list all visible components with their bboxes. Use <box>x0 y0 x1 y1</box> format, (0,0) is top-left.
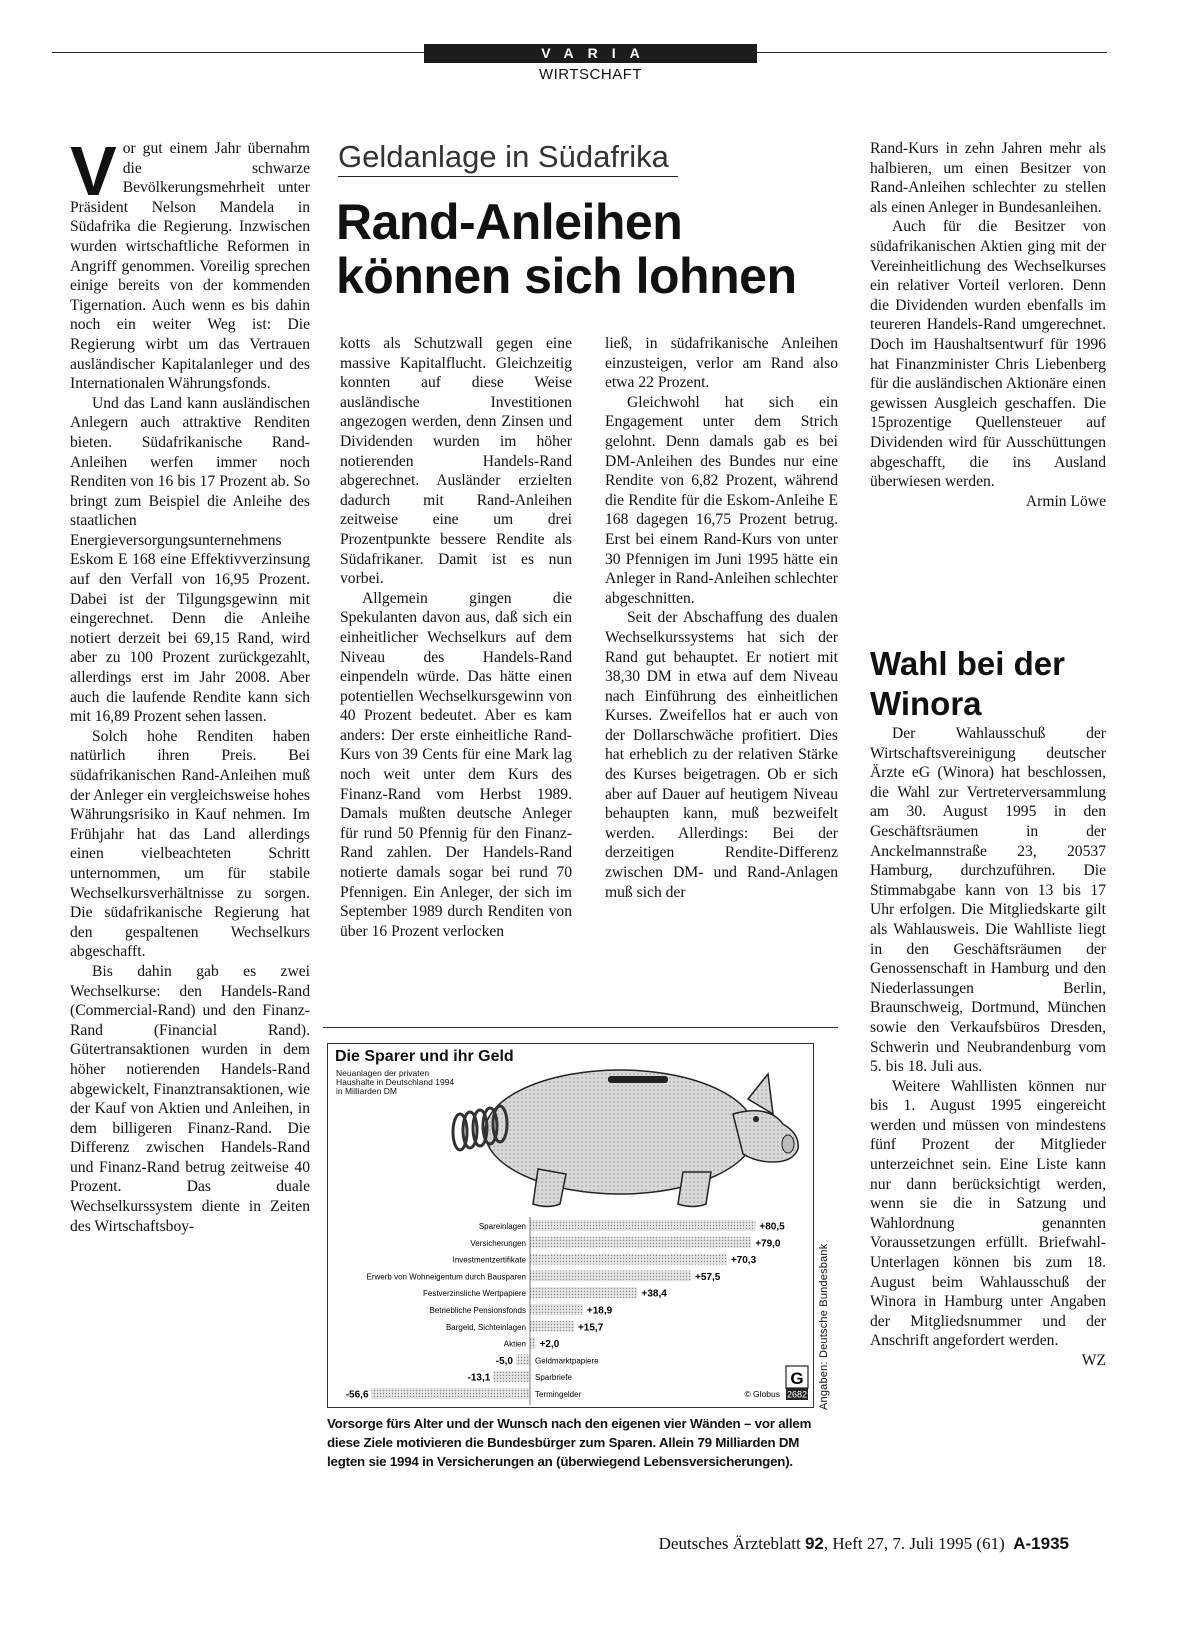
chart-value-label: -56,6 <box>345 1389 369 1401</box>
piggy-bank-illustration <box>453 1070 798 1207</box>
article-kicker: Geldanlage in Südafrika <box>338 139 669 174</box>
chart-category-label: Sparbriefe <box>535 1373 572 1383</box>
globus-badge: G <box>790 1369 804 1388</box>
page-footer <box>599 1534 1069 1554</box>
chart-title: Die Sparer und ihr Geld <box>335 1048 514 1065</box>
globus-credit: © Globus <box>744 1389 780 1399</box>
article-paragraph: Der Wahlausschuß der Wirtschaftsvereinigung deutscher Ärzte eG (Winora) hat beschlossen, die Wahl zur Vertreterversammlung am 30. August 1995 in den Geschäftsräumen in der Anckelmannstraße 23, 20537 Hamburg, durchzuführen. Die Stimmabgabe kann von 13 bis 17 Uhr erfolgen. Die Mitgliedskarte gilt als Wahlausweis. Die Wahlliste liegt in den Geschäftsräumen der Genossenschaft in Hamburg und den Niederlassungen Berlin, Braunschweig, Dortmund, München sowie den Verkaufsbüros Dresden, Schwerin und Neubrandenburg vom 5. bis 18. Juli aus. <box>870 725 1106 1076</box>
chart-source: Angaben: Deutsche Bundesbank <box>818 1243 830 1410</box>
article-author-line <box>870 492 1106 512</box>
journal-issue: , Heft 27, 7. Juli 1995 (61) <box>823 1534 1005 1553</box>
chart-value-label: +57,5 <box>695 1271 721 1283</box>
chart-bar <box>516 1354 530 1365</box>
chart-category-label: Spareinlagen <box>478 1222 526 1231</box>
chart-value-label: +79,0 <box>755 1238 781 1250</box>
chart-category-label: Betriebliche Pensionsfonds <box>429 1306 526 1315</box>
chart-bar <box>530 1254 727 1265</box>
article-paragraph: Solch hohe Renditen haben natürlich ihren Preis. Bei südafrikanischen Rand-Anleihen muß der Anleger ein vergleichsweise hohes Währungsrisiko in Kauf nehmen. Im Frühjahr hat das Land allerdings einen vielbeachteten Schritt unternommen, um für stabile Wechselkursverhältnisse zu sorgen. Die südafrikanische Regierung hat den gespaltenen Wechselkurs abgeschafft. <box>70 727 310 961</box>
chart-bar <box>530 1338 536 1349</box>
chart-value-label: -5,0 <box>495 1355 513 1367</box>
article-paragraph: ließ, in südafrikanische Anleihen einzusteigen, verlor am Rand also etwa 22 Prozent. <box>605 335 838 392</box>
chart-bar <box>530 1321 574 1332</box>
chart-value-label: +80,5 <box>759 1221 785 1233</box>
header-rule-left <box>52 52 424 53</box>
article-paragraph: kotts als Schutzwall gegen eine massive Kapitalflucht. Gleichzeitig konnten auf diese Weise ausländische Investitionen angezogen werden, denn Zinsen und Dividenden wurden im höher notierenden Handels-Rand abgerechnet. Ausländer erzielten dadurch mit Rand-Anleihen zeitweise eine um drei Prozentpunkte bessere Rendite als Südafrikaner. Damit ist es nun vorbei. <box>340 335 572 588</box>
article-column-4 <box>870 139 1106 511</box>
article2-headline: Wahl bei der Winora <box>870 645 1065 722</box>
chart-value-label: +70,3 <box>730 1255 757 1267</box>
chart-category-label: Erwerb von Wohneigentum durch Bausparen <box>366 1272 526 1282</box>
chart-bar <box>530 1304 583 1315</box>
article-headline: Rand-Anleihen können sich lohnen <box>336 194 797 304</box>
article2-body <box>870 724 1106 1371</box>
article-column-2 <box>340 334 572 941</box>
section-bar: VARIA <box>424 44 757 63</box>
header-rule-right <box>757 52 1107 53</box>
chart-category-label: Bargeld, Sichteinlagen <box>445 1322 526 1332</box>
section-title: WIRTSCHAFT <box>538 66 643 83</box>
graphic-top-rule <box>323 1027 838 1028</box>
article-paragraph: Gleichwohl hat sich ein Engagement unter dem Strich gelohnt. Denn damals gab es bei DM-Anleihen des Bundes nur eine Rendite von 6,82 Prozent, während die Rendite für die Eskom-Anleihe E 168 dagegen 16,75 Prozent betrug. Erst bei einem Rand-Kurs von unter 30 Pfennigen im Juni 1995 hätte ein Anleger in Rand-Anleihen schlechter abgeschnitten. <box>605 393 838 607</box>
chart-bar <box>493 1371 530 1382</box>
page-number: A-1935 <box>1013 1534 1069 1553</box>
chart-bar <box>530 1270 691 1281</box>
chart-bar <box>530 1237 751 1248</box>
article-column-1 <box>70 132 310 1236</box>
chart-category-label: Termingelder <box>535 1390 582 1399</box>
chart-subtitle: Neuanlagen der privaten Haushalte in Deutschland 1994 in Milliarden DM <box>336 1068 455 1096</box>
globus-logo <box>744 1366 808 1400</box>
journal-volume: 92 <box>804 1534 824 1553</box>
graphic-caption: Vorsorge fürs Alter und der Wunsch nach den eigenen vier Wänden – vor allem diese Ziele motivieren die Bundesbürger zum Sparen. Allein 79 Milliarden DM legten sie 1994 in Versicherungen an (überwiegend Lebensversicherungen). <box>327 1416 812 1469</box>
infographic <box>327 1043 814 1408</box>
chart-category-label: Investmentzertifikate <box>452 1255 526 1265</box>
article-paragraph: Und das Land kann ausländischen Anlegern auch attraktive Renditen bieten. Südafrikanische Rand-Anleihen werfen immer noch Renditen von 16 bis 17 Prozent ab. So bringt zum Beispiel die Anleihe des staatlichen Energieversorgungsunternehmens Eskom E 168 eine Effektivverzinsung auf den Verfall von 16,95 Prozent. Dabei ist der Tilgungsgewinn mit eingerechnet. Denn die Anleihe notiert derzeit bei 69,15 Rand, wird aber zu 100 Prozent zurückgezahlt, allerdings erst im Jahr 2008. Aber auch die laufende Rendite kann sich mit 16,89 Prozent sehen lassen. <box>70 394 310 726</box>
chart-value-label: +15,7 <box>577 1322 604 1334</box>
article-paragraph: Weitere Wahllisten können nur bis 1. August 1995 eingereicht werden und müssen von mindestens fünf Prozent der Mitglieder unterzeichnet sein. Eine Liste kann nur dann berücksichtigt werden, wenn sie die in Satzung und Wahlordnung genannten Voraussetzungen erfüllt. Briefwahl-Unterlagen können bis zum 18. August beim Wahlausschuß der Winora in Hamburg unter Angaben der Mitgliedsnummer und der Anschrift angefordert werden. <box>870 1077 1106 1350</box>
bar-chart <box>328 1044 813 1407</box>
drop-cap: V <box>70 132 117 210</box>
chart-value-label: +18,9 <box>586 1305 613 1317</box>
chart-bar <box>530 1220 755 1231</box>
article-paragraph: Bis dahin gab es zwei Wechselkurse: den Handels-Rand (Commercial-Rand) und den Finanz-Rand (Financial Rand). Gütertransaktionen wurden in dem höher notierenden Handels-Rand abgewickelt, Finanztransaktionen, wie der Kauf von Aktien und Anleihen, in dem billigeren Finanz-Rand. Die Differenz zwischen Handels-Rand und Finanz-Rand betrug zeitweise 40 Prozent. Das duale Wechselkurssystem diente in Zeiten des Wirtschaftsboy- <box>70 962 310 1235</box>
journal-name: Deutsches Ärzteblatt <box>658 1534 801 1553</box>
kicker-underline <box>338 176 678 177</box>
chart-category-label: Aktien <box>503 1339 526 1349</box>
chart-value-label: +2,0 <box>539 1339 560 1351</box>
article-author: Armin Löwe <box>1025 492 1106 510</box>
chart-value-label: -13,1 <box>467 1372 491 1384</box>
article-paragraph: Seit der Abschaffung des dualen Wechselkurssystems hat sich der Rand gut behauptet. Er notiert mit 38,30 DM in etwa auf dem Niveau nach Einführung des einheitlichen Kurses. Zweifellos hat er auch von der Dollarschwäche profitiert. Dies hat erheblich zu der relativen Stärke des Kurses beigetragen. Ob er sich aber auf Dauer auf heutigem Niveau behaupten kann, muß bezweifelt werden. Allerdings: Bei der derzeitigen Rendite-Differenz zwischen DM- und Rand-Anlagen muß sich der <box>605 609 838 901</box>
article2-author-line <box>870 1351 1106 1371</box>
article-paragraph: Allgemein gingen die Spekulanten davon aus, daß sich ein einheitlicher Wechselkurs auf dem Niveau des Handels-Rand einpendeln würde. Das hätte einen potentiellen Wechselkursgewinn von 40 Prozent bedeutet. Aber es kam anders: Der erste einheitliche Rand-Kurs von 39 Cents für eine Mark lag noch weit unter dem Kurs des Finanz-Rand vom Herbst 1989. Damals mußten deutsche Anleger für rund 50 Pfennig für den Finanz-Rand zahlen. Der Handels-Rand notierte damals sogar bei rund 70 Pfennigen. Ein Anleger, der sich im September 1989 durch Renditen von über 16 Prozent verlocken <box>340 589 572 940</box>
chart-value-label: +38,4 <box>641 1288 667 1300</box>
globus-code: 2682 <box>786 1389 808 1400</box>
chart-bar <box>530 1287 638 1298</box>
article-paragraph: Vor gut einem Jahr übernahm die schwarze Bevölkerungsmehrheit unter Präsident Nelson Mandela in Südafrika die Regierung. Inzwischen wurden wirtschaftliche Reformen in Angriff genommen. Voreilig sprechen einige bereits von der kommenden Tigernation. Auch wenn es bis dahin noch ein weiter Weg ist: Die Regierung wirbt um das Vertrauen ausländischer Kapitalanleger und des Internationalen Währungsfonds. <box>70 132 310 393</box>
article2-author: WZ <box>1081 1352 1106 1369</box>
article-paragraph: Auch für die Besitzer von südafrikanischen Aktien ging mit der Vereinheitlichung des Wechselkurses ein relativer Vorteil verloren. Denn die Dividenden wurden ebenfalls im teureren Handels-Rand umgerechnet. Doch im Haushaltsentwurf für 1996 hat Finanzminister Chris Liebenberg für die ausländischen Aktionäre einen gewissen Ausgleich geschaffen. Die 15prozentige Quellensteuer auf Dividenden wird für Ausschüttungen abgeschafft, die ins Ausland überwiesen werden. <box>870 218 1106 491</box>
chart-bar <box>372 1388 530 1399</box>
chart-category-label: Geldmarktpapiere <box>535 1356 599 1366</box>
article-paragraph: Rand-Kurs in zehn Jahren mehr als halbieren, um einen Besitzer von Rand-Anleihen schlechter zu stellen als einen Anleger in Bundesanleihen. <box>870 140 1106 216</box>
article-column-3 <box>605 334 838 902</box>
chart-category-label: Festverzinsliche Wertpapiere <box>422 1289 526 1299</box>
chart-category-label: Versicherungen <box>470 1238 526 1248</box>
